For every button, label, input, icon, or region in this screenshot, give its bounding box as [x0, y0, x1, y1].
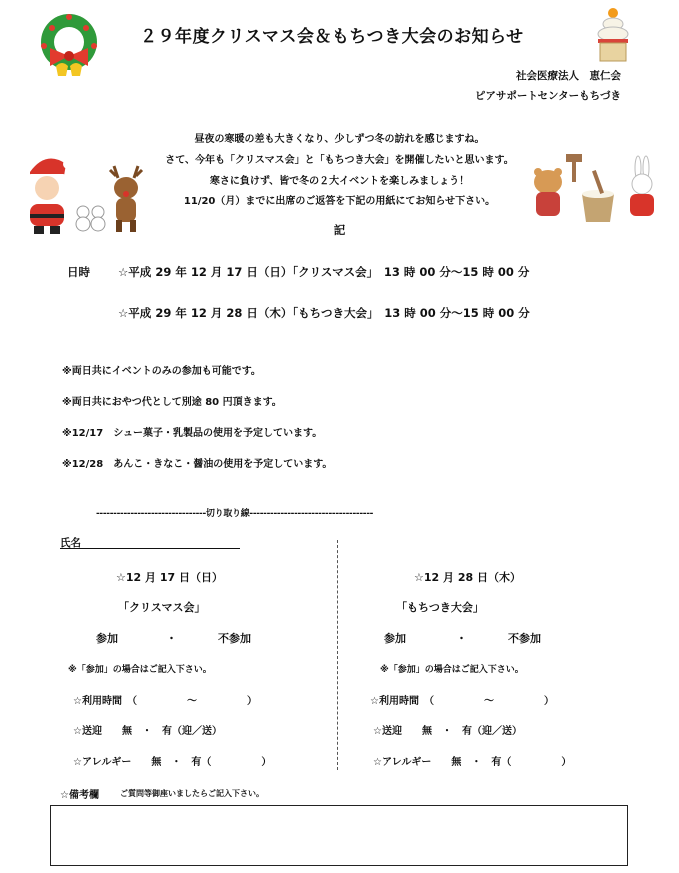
organization-name: 社会医療法人 恵仁会: [516, 70, 621, 82]
left-allergy-field[interactable]: ☆アレルギー 無 ・ 有（ ）: [73, 757, 272, 768]
note-item: ※12/17 シュー菓子・乳製品の使用を予定しています。: [62, 428, 323, 439]
left-separator: ・: [166, 632, 177, 645]
right-transport-field[interactable]: ☆送迎 無 ・ 有（迎／送）: [373, 726, 522, 737]
name-label: 氏名: [60, 537, 81, 549]
right-note: ※「参加」の場合はご記入下さい。: [380, 665, 524, 675]
right-event: 「もちつき大会」: [396, 601, 484, 614]
right-separator: ・: [456, 632, 467, 645]
remarks-label: ☆備考欄: [60, 790, 99, 801]
left-attend-option[interactable]: 参加: [96, 632, 118, 645]
schedule-christmas: ☆平成 29 年 12 月 17 日（日）「クリスマス会」 13 時 00 分～15 時 00 分: [118, 265, 530, 279]
ki-heading: 記: [333, 223, 346, 237]
christmas-wreath-icon: [32, 8, 106, 80]
kagami-mochi-icon: [592, 4, 634, 66]
left-not-attend-option[interactable]: 不参加: [218, 632, 251, 645]
intro-line: 11/20（月）までに出席のご返答を下記の用紙にてお知らせ下さい。: [183, 196, 496, 207]
left-event: 「クリスマス会」: [118, 601, 206, 614]
left-transport-field[interactable]: ☆送迎 無 ・ 有（迎／送）: [73, 726, 222, 737]
cut-line: --------------------------------切り取り線------------------------------------: [96, 509, 374, 519]
intro-line: 昼夜の寒暖の差も大きくなり、少しずつ冬の訪れを感じますね。: [194, 134, 485, 145]
column-divider: [337, 540, 338, 770]
note-item: ※両日共にイベントのみの参加も可能です。: [62, 366, 261, 377]
schedule-mochitsuki: ☆平成 29 年 12 月 28 日（木）「もちつき大会」 13 時 00 分～15 時 00 分: [118, 306, 530, 320]
left-date: ☆12 月 17 日（日）: [116, 571, 223, 584]
note-item: ※両日共におやつ代として別途 80 円頂きます。: [62, 397, 282, 408]
remarks-box[interactable]: [50, 805, 628, 866]
right-attend-option[interactable]: 参加: [384, 632, 406, 645]
right-allergy-field[interactable]: ☆アレルギー 無 ・ 有（ ）: [373, 757, 572, 768]
page-title: ２９年度クリスマス会＆もちつき大会のお知らせ: [140, 27, 524, 47]
note-item: ※12/28 あんこ・きなこ・醤油の使用を予定しています。: [62, 459, 333, 470]
right-time-field[interactable]: ☆利用時間 （ ～ ）: [370, 696, 554, 707]
left-time-field[interactable]: ☆利用時間 （ ～ ）: [73, 696, 257, 707]
schedule-label: 日時: [67, 265, 90, 279]
right-not-attend-option[interactable]: 不参加: [508, 632, 541, 645]
center-name: ピアサポートセンターもちづき: [474, 90, 621, 102]
intro-line: さて、今年も「クリスマス会」と「もちつき大会」を開催したいと思います。: [165, 155, 514, 166]
remarks-hint: ご質問等御座いましたらご記入下さい。: [120, 789, 264, 798]
intro-line: 寒さに負けず、皆で冬の２大イベントを楽しみましょう！: [209, 176, 470, 187]
left-note: ※「参加」の場合はご記入下さい。: [68, 665, 212, 675]
name-field[interactable]: [60, 548, 240, 549]
right-date: ☆12 月 28 日（木）: [414, 571, 521, 584]
